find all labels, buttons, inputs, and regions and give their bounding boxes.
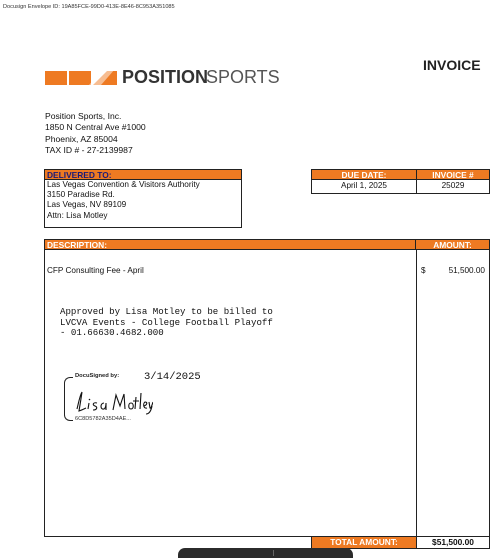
invoice-number-box — [416, 169, 490, 194]
signature-date: 3/14/2025 — [144, 371, 201, 383]
logo-brand-strong: POSITION — [122, 67, 209, 87]
amount-header: AMOUNT: — [415, 240, 489, 249]
line-item-description: CFP Consulting Fee - April — [47, 266, 144, 275]
due-date-value: April 1, 2025 — [341, 181, 387, 190]
company-address-line1: 1850 N Central Ave #1000 — [45, 122, 146, 133]
company-address — [45, 111, 146, 156]
description-header: DESCRIPTION: — [47, 240, 108, 250]
line-items-header — [45, 240, 489, 250]
due-date-box — [311, 169, 417, 194]
line-items-table — [44, 239, 490, 537]
logo-brand-light: SPORTS — [206, 67, 280, 87]
line-item-currency: $ — [421, 266, 426, 275]
delivered-to-label: DELIVERED TO: — [45, 170, 241, 180]
signature-bracket — [64, 377, 73, 421]
approval-line: Approved by Lisa Motley to be billed to — [60, 306, 273, 317]
company-name: Position Sports, Inc. — [45, 111, 122, 121]
total-amount-value: $51,500.00 — [416, 537, 490, 549]
toolbar-separator — [273, 550, 274, 556]
delivered-to-line: Attn: Lisa Motley — [47, 210, 108, 220]
invoice-number-label: INVOICE # — [417, 170, 489, 180]
docusign-signature-block — [64, 373, 224, 427]
viewer-toolbar[interactable] — [178, 548, 353, 558]
invoice-title: INVOICE — [423, 57, 481, 73]
logo-mark-icon — [45, 66, 117, 88]
approval-note — [60, 307, 273, 339]
delivered-to-line: Las Vegas Convention & Visitors Authority — [47, 180, 200, 189]
amount-column-divider — [416, 250, 417, 536]
total-amount-label: TOTAL AMOUNT: — [311, 537, 417, 549]
delivered-to-line: 3150 Paradise Rd. — [47, 190, 115, 200]
company-address-line2: Phoenix, AZ 85004 — [45, 133, 118, 144]
due-date-label: DUE DATE: — [312, 170, 416, 180]
envelope-id: Docusign Envelope ID: 19A85FCE-99D0-413E-8E46-8C953A351085 — [3, 4, 175, 10]
invoice-number-value: 25029 — [441, 181, 465, 190]
docusign-id: 6C8D5782A35D4AE... — [75, 416, 131, 422]
delivered-to-box — [44, 169, 242, 228]
delivered-to-line: Las Vegas, NV 89109 — [47, 200, 127, 210]
company-tax-id: TAX ID # - 27-2139987 — [45, 144, 133, 155]
handwritten-signature — [73, 389, 153, 415]
approval-line: LVCVA Events - College Football Playoff — [60, 316, 273, 328]
approval-line: - 01.66630.4682.000 — [60, 327, 164, 339]
line-item-amount: 51,500.00 — [448, 266, 485, 275]
docusigned-by-label: DocuSigned by: — [75, 373, 120, 379]
